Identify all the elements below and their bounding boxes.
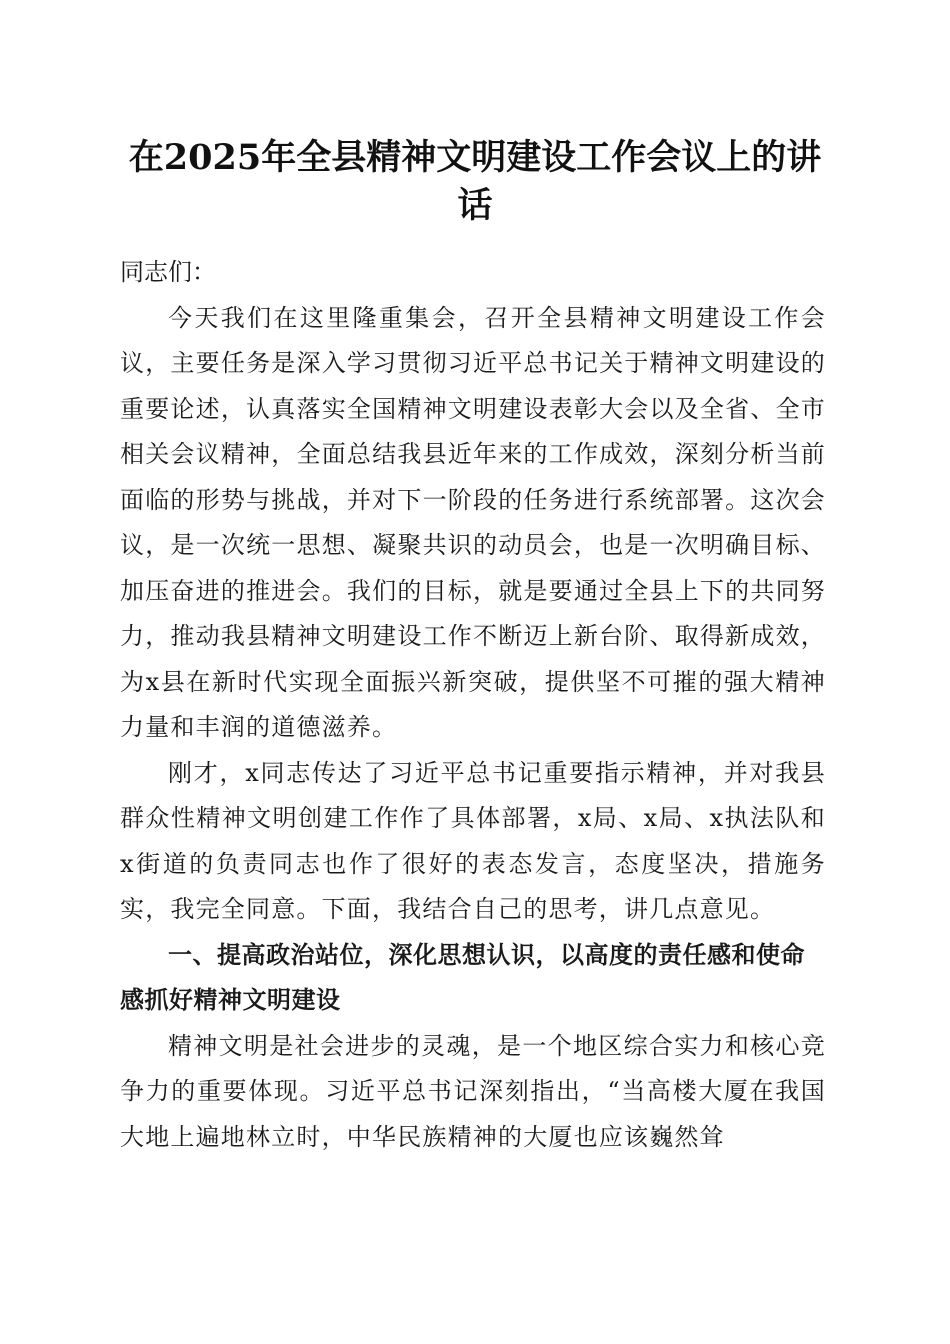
document-body [120,250,826,1160]
salutation: 同志们： [120,258,216,286]
paragraph-intro: 今天我们在这里隆重集会，召开全县精神文明建设工作会议，主要任务是深入学习贯彻习近平总书记关于精神文明建设的重要论述，认真落实全国精神文明建设表彰大会以及全省、全市相关会议精神，全面总结我县近年来的工作成效，深刻分析当前面临的形势与挑战，并对下一阶段的任务进行系统部署。这次会议，是一次统一思想、凝聚共识的动员会，也是一次明确目标、加压奋进的推进会。我们的目标，就是要通过全县上下的共同努力，推动我县精神文明建设工作不断迈上新台阶、取得新成效，为x县在新时代实现全面振兴新突破，提供坚不可摧的强大精神力量和丰润的道德滋养。 [120,303,826,741]
section-heading: 一、提高政治站位，深化思想认识，以高度的责任感和使命感抓好精神文明建设 [120,940,805,1014]
paragraph-transition: 刚才，x同志传达了习近平总书记重要指示精神，并对我县群众性精神文明创建工作作了具体部署，x局、x局、x执法队和x街道的负责同志也作了很好的表态发言，态度坚决，措施务实，我完全同意。下面，我结合自己的思考，讲几点意见。 [120,758,826,923]
document-title: 在2025年全县精神文明建设工作会议上的讲话 [128,137,822,226]
section-paragraph: 精神文明是社会进步的灵魂，是一个地区综合实力和核心竞争力的重要体现。习近平总书记深刻指出，“当高楼大厦在我国大地上遍地林立时，中华民族精神的大厦也应该巍然耸 [120,1031,826,1151]
